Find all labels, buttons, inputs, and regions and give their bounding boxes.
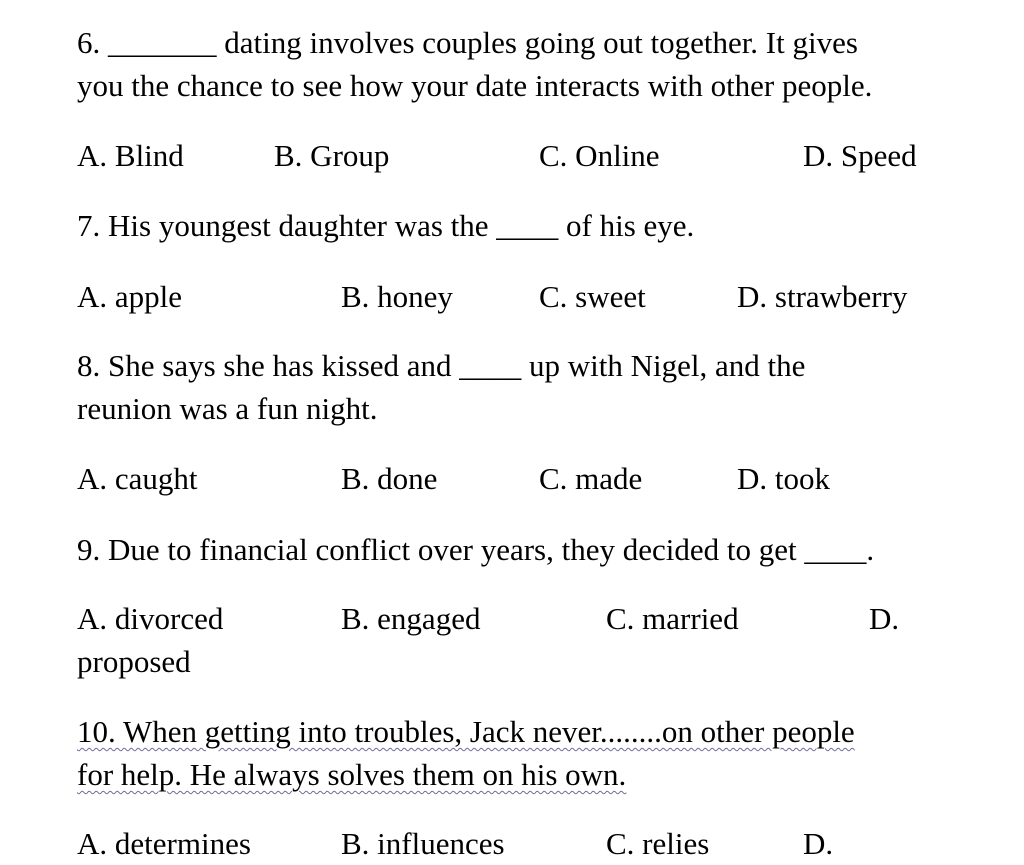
q9-option-c: C. married bbox=[606, 601, 739, 636]
q8-option-d: D. took bbox=[737, 461, 830, 496]
q7-line-1: 7. His youngest daughter was the ____ of his eye. bbox=[77, 208, 695, 243]
q10-line-1: 10. When getting into troubles, Jack never........on other people bbox=[77, 714, 855, 749]
q6-line-1: 6. _______ dating involves couples going out together. It gives bbox=[77, 25, 858, 60]
q10-option-b: B. influences bbox=[341, 826, 505, 861]
q9-option-d: D. bbox=[869, 601, 900, 636]
q10-option-d: D. bbox=[803, 826, 834, 861]
q10-option-c: C. relies bbox=[606, 826, 710, 861]
q6-option-a: A. Blind bbox=[77, 138, 184, 173]
q8-option-a: A. caught bbox=[77, 461, 198, 496]
q8-option-b: B. done bbox=[341, 461, 438, 496]
q7-option-c: C. sweet bbox=[539, 279, 646, 314]
q9-option-b: B. engaged bbox=[341, 601, 481, 636]
q6-option-d: D. Speed bbox=[803, 138, 917, 173]
q8-line-1: 8. She says she has kissed and ____ up with Nigel, and the bbox=[77, 348, 806, 383]
q6-line-2: you the chance to see how your date interacts with other people. bbox=[77, 68, 873, 103]
q7-option-b: B. honey bbox=[341, 279, 453, 314]
q9-option-a: A. divorced bbox=[77, 601, 224, 636]
q6-option-b: B. Group bbox=[274, 138, 390, 173]
q9-line-1: 9. Due to financial conflict over years, they decided to get ____. bbox=[77, 532, 875, 567]
q9-option-d-continued: proposed bbox=[77, 644, 191, 679]
q6-option-c: C. Online bbox=[539, 138, 660, 173]
q10-option-a: A. determines bbox=[77, 826, 251, 861]
q7-option-a: A. apple bbox=[77, 279, 183, 314]
q7-option-d: D. strawberry bbox=[737, 279, 908, 314]
q8-option-c: C. made bbox=[539, 461, 643, 496]
q8-line-2: reunion was a fun night. bbox=[77, 391, 378, 426]
q10-line-2: for help. He always solves them on his own. bbox=[77, 757, 627, 792]
